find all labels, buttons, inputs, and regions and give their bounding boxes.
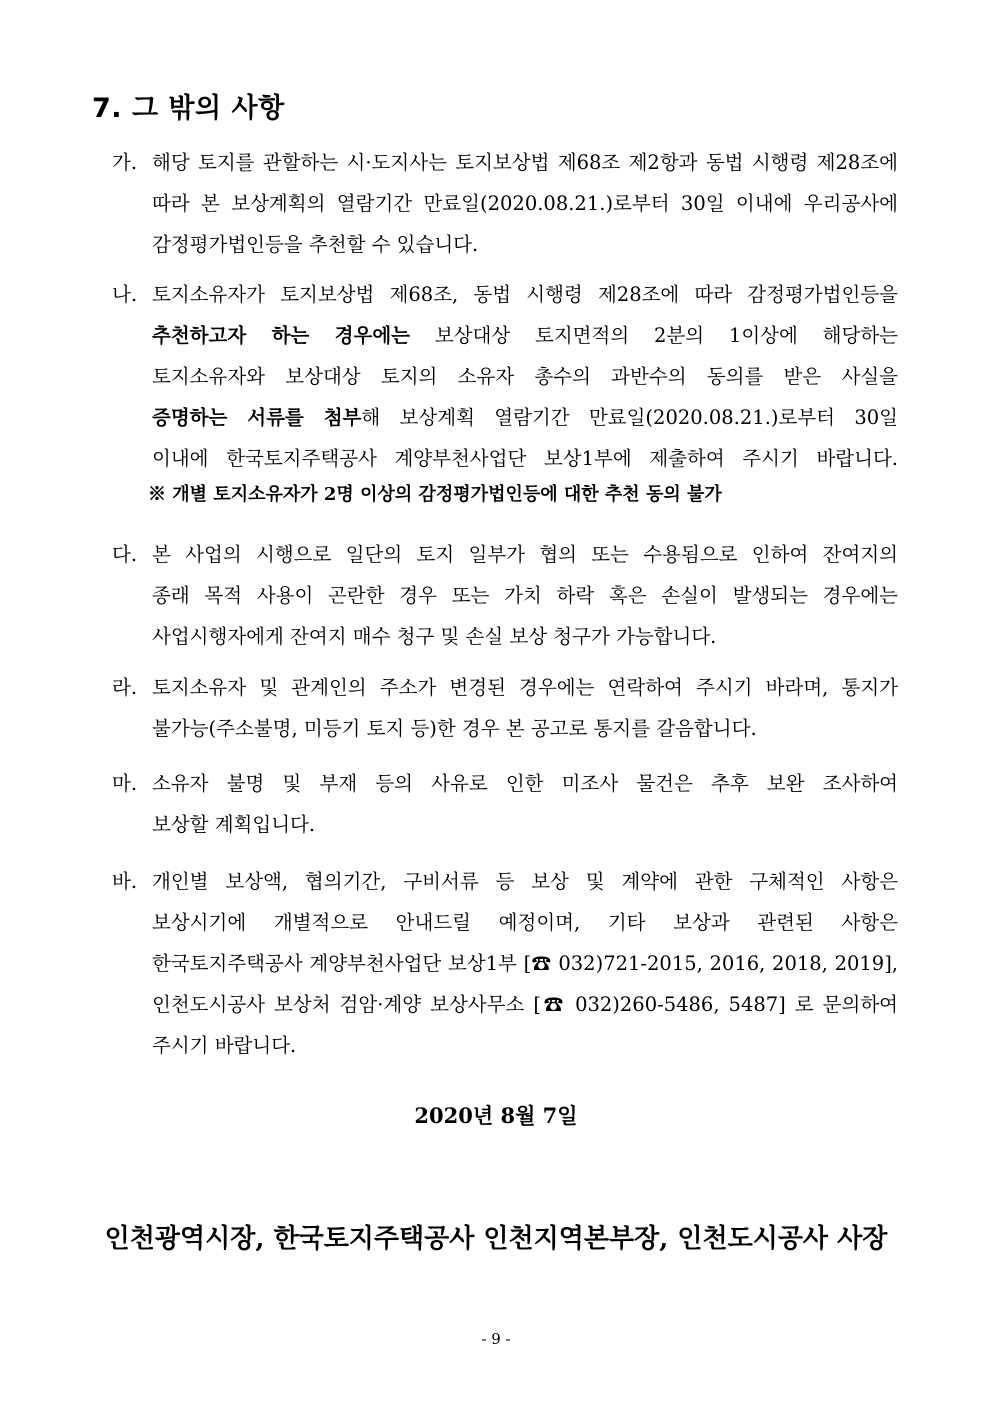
item-da [112, 534, 898, 657]
item-line: 토지소유자가 토지보상법 제68조, 동법 시행령 제28조에 따라 감정평가법인등을 [152, 283, 898, 306]
note-line: ※ 개별 토지소유자가 2명 이상의 감정평가법인등에 대한 추천 동의 불가 [148, 484, 722, 505]
bold-phrase: 증명하는 서류를 첨부 [152, 406, 362, 429]
item-line: 사업시행자에게 잔여지 매수 청구 및 손실 보상 청구가 가능합니다. [152, 625, 717, 648]
item-ra [112, 667, 898, 749]
notice-date: 2020년 8월 7일 [414, 1103, 578, 1128]
item-line [112, 397, 898, 438]
item-line: 주시기 바랍니다. [152, 1034, 297, 1057]
bold-phrase: 추천하고자 하는 경우에는 [152, 324, 411, 347]
issuer-line: 인천광역시장, 한국토지주택공사 인천지역본부장, 인천도시공사 사장 [104, 1224, 888, 1254]
item-line: 개인별 보상액, 협의기간, 구비서류 등 보상 및 계약에 관한 구체적인 사항은 [152, 870, 898, 893]
item-line [112, 315, 898, 356]
item-line: 이내에 한국토지주택공사 계양부천사업단 보상1부에 제출하여 주시기 바랍니다. [152, 447, 898, 470]
item-line: 불가능(주소불명, 미등기 토지 등)한 경우 본 공고로 통지를 갈음합니다. [152, 717, 757, 740]
item-line: 한국토지주택공사 계양부천사업단 보상1부 [☎ 032)721-2015, 2016, 2018, 2019], [152, 952, 898, 975]
item-line: 소유자 불명 및 부재 등의 사유로 인한 미조사 물건은 추후 보완 조사하여 [152, 772, 898, 795]
item-line: 따라 본 보상계획의 열람기간 만료일(2020.08.21.)로부터 30일 이내에 우리공사에 [152, 192, 898, 215]
item-ba [112, 861, 898, 1066]
item-marker: 바. [112, 870, 138, 893]
page-number: - 9 - [481, 1330, 511, 1348]
item-line: 보상할 계획입니다. [152, 813, 316, 836]
item-line: 해당 토지를 관할하는 시·도지사는 토지보상법 제68조 제2항과 동법 시행령 제28조에 [152, 151, 898, 174]
item-line: 인천도시공사 보상처 검암·계양 보상사무소 [☎ 032)260-5486, 5487] 로 문의하여 [152, 993, 898, 1016]
item-marker: 나. [112, 283, 138, 306]
line-rest: 해 보상계획 열람기간 만료일(2020.08.21.)로부터 30일 [361, 406, 898, 429]
item-line: 감정평가법인등을 추천할 수 있습니다. [152, 233, 479, 256]
item-line: 토지소유자와 보상대상 토지의 소유자 총수의 과반수의 동의를 받은 사실을 [152, 365, 898, 388]
item-line: 토지소유자 및 관계인의 주소가 변경된 경우에는 연락하여 주시기 바라며, 통지가 [152, 676, 898, 699]
item-marker: 가. [112, 151, 138, 174]
item-na [112, 274, 898, 479]
item-line: 종래 목적 사용이 곤란한 경우 또는 가치 하락 혹은 손실이 발생되는 경우에는 [152, 584, 898, 607]
section-heading: 7. 그 밖의 사항 [92, 93, 285, 124]
item-ga [112, 142, 898, 265]
item-line: 본 사업의 시행으로 일단의 토지 일부가 협의 또는 수용됨으로 인하여 잔여지의 [152, 543, 898, 566]
line-rest: 보상대상 토지면적의 2분의 1이상에 해당하는 [410, 324, 898, 347]
item-ma [112, 763, 898, 845]
item-marker: 다. [112, 543, 138, 566]
item-line: 보상시기에 개별적으로 안내드릴 예정이며, 기타 보상과 관련된 사항은 [152, 911, 898, 934]
item-marker: 라. [112, 676, 138, 699]
item-marker: 마. [112, 772, 138, 795]
